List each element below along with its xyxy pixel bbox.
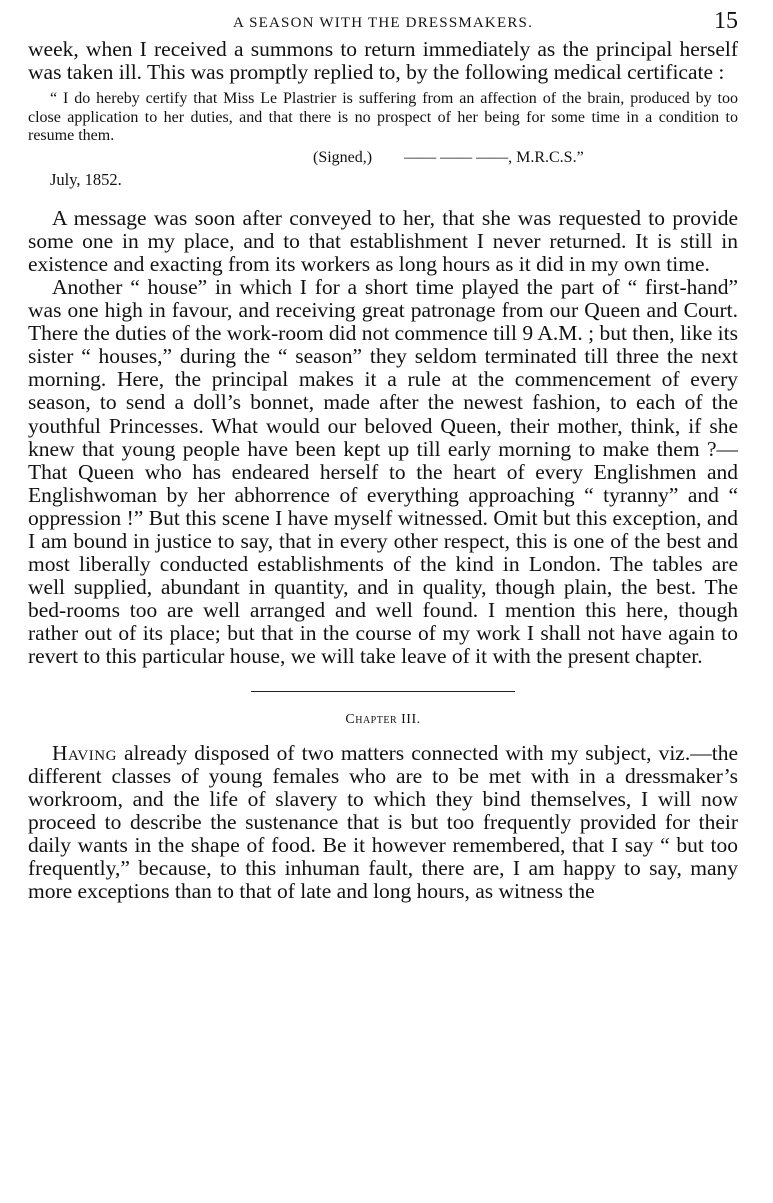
chapter-paragraph-text: already disposed of two matters connected with my subject, viz.—the different classes of young females who are to be met with in a dressmaker’s workroom, and the life of slavery to which they bind themselves, I will now proceed to describe the sustenance that is but too frequently provided for their daily wants in the shape of food. Be it however remembered, that I say “ but too frequently,” because, to this inhuman fault, there are, I am happy to say, many more exceptions than to that of late and long hours, as witness the: [28, 740, 738, 904]
chapter-heading: [28, 710, 738, 730]
book-page: [28, 8, 738, 903]
paragraph-1: week, when I received a summons to return immediately as the principal herself was taken ill. This was promptly replied to, by the following medical certificate :: [28, 37, 738, 85]
chapter-lead-word: Having: [52, 740, 117, 765]
certificate-date: July, 1852.: [50, 169, 122, 189]
paragraph-3: Another “ house” in which I for a short time played the part of “ first-hand” was one high in favour, and receiving great patronage from our Queen and Court. There the duties of the work-room did not commence till 9 A.M. ; but then, like its sister “ houses,” during the “ season” they seldom terminated till three the next morning. Here, the principal makes it a rule at the commencement of every season, to send a doll’s bonnet, made after the newest fashion, to each of the youthful Princesses. What would our beloved Queen, their mother, think, if she knew that young people have been kept up till early morning to make them ?—That Queen who has endeared herself to the heart of every Englishmen and Englishwoman by her abhorrence of everything approaching “ tyranny” and “ oppression !” But this scene I have myself witnessed. Omit but this exception, and I am bound in justice to say, that in every other respect, this is one of the best and most liberally conducted establishments of the kind in London. The tables are well supplied, abundant in quantity, and in quality, though plain, the best. The bed-rooms too are well arranged and well found. I mention this here, though rather out of its place; but that in the course of my work I shall not have again to revert to this particular house, we will take leave of it with the present chapter.: [28, 274, 738, 669]
section-divider: [251, 691, 515, 692]
certificate-signature: (Signed,) —— —— ——, M.R.C.S.”: [313, 148, 584, 166]
chapter-paragraph: [28, 742, 738, 904]
running-title: A SEASON WITH THE DRESSMAKERS.: [232, 15, 534, 31]
chapter-heading-text: Chapter III.: [345, 711, 421, 727]
certificate-text: “ I do hereby certify that Miss Le Plastrier is suffering from an affection of the brain, produced by too close application to her duties, and that there is no prospect of her being for some time in a condition to resume them.: [28, 90, 738, 145]
running-header: [28, 8, 738, 38]
paragraph-2: A message was soon after conveyed to her, that she was requested to provide some one in my place, and to that establishment I never returned. It is still in existence and exacting from its workers as long hours as it did in my own time.: [28, 205, 738, 276]
page-number: 15: [714, 8, 738, 34]
medical-certificate: [28, 90, 738, 191]
